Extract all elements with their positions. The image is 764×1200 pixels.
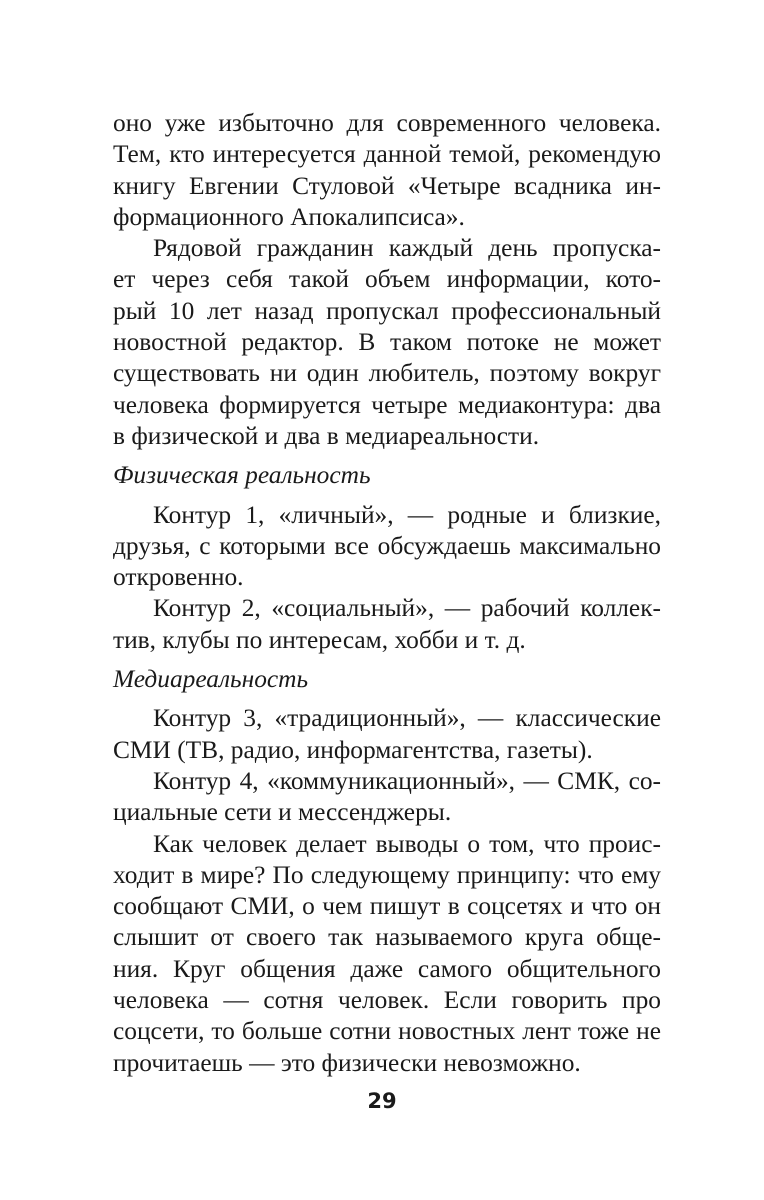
page-number: 29 <box>367 1089 397 1113</box>
section-heading-media: Медиареальность <box>113 665 309 694</box>
text-line: Контур 3, «традиционный», — классические <box>153 704 661 733</box>
text-line: прочитаешь — это физически невозможно. <box>113 1048 581 1077</box>
text-line: слышит от своего так называемого круга обще- <box>113 923 661 952</box>
text-line: человека — сотня человек. Если говорить про <box>113 986 661 1015</box>
page-body <box>113 108 661 1079</box>
text-line: Как человек делает выводы о том, что проис- <box>153 829 661 858</box>
text-line: Тем, кто интересуется данной темой, рекомендую <box>113 140 661 169</box>
text-line: ет через себя такой объем информации, кото- <box>113 265 661 294</box>
text-line: циальные сети и мессенджеры. <box>113 798 452 827</box>
paragraph <box>113 233 661 452</box>
text-line: Контур 4, «коммуникационный», — СМК, со- <box>153 766 661 795</box>
paragraph <box>113 500 661 594</box>
text-line: соцсети, то больше сотни новостных лент тоже не <box>113 1017 661 1046</box>
text-line: человека формируется четыре медиаконтура: два <box>113 390 661 419</box>
paragraph <box>113 703 661 766</box>
text-line: Контур 2, «социальный», — рабочий коллек- <box>153 594 661 623</box>
paragraph <box>113 766 661 829</box>
text-line: друзья, с которыми все обсуждаешь максимально <box>113 531 661 560</box>
section-heading-physical: Физическая реальность <box>113 461 371 490</box>
text-line: ния. Круг общения даже самого общительного <box>113 954 661 983</box>
text-line: откровенно. <box>113 563 244 592</box>
text-line: сообщают СМИ, о чем пишут в соцсетях и что он <box>113 892 661 921</box>
text-line: существовать ни один любитель, поэтому вокруг <box>113 359 661 388</box>
text-line: Рядовой гражданин каждый день пропуска- <box>153 234 661 263</box>
text-line: новостной редактор. В таком потоке не может <box>113 328 661 357</box>
text-line: Контур 1, «личный», — родные и близкие, <box>153 500 661 529</box>
text-line: тив, клубы по интересам, хобби и т. д. <box>113 625 526 654</box>
text-line: ходит в мире? По следующему принципу: что ему <box>113 860 661 889</box>
text-line: СМИ (ТВ, радио, информагентства, газеты). <box>113 735 593 764</box>
paragraph <box>113 593 661 656</box>
text-line: книгу Евгении Стуловой «Четыре всадника ин- <box>113 171 661 200</box>
text-line: оно уже избыточно для современного человека. <box>113 109 661 137</box>
text-line: рый 10 лет назад пропускал профессиональный <box>113 296 661 325</box>
text-line: формационного Апокалипсиса». <box>113 202 465 231</box>
paragraph <box>113 108 661 233</box>
text-line: в физической и два в медиареальности. <box>113 421 540 450</box>
paragraph <box>113 829 661 1079</box>
